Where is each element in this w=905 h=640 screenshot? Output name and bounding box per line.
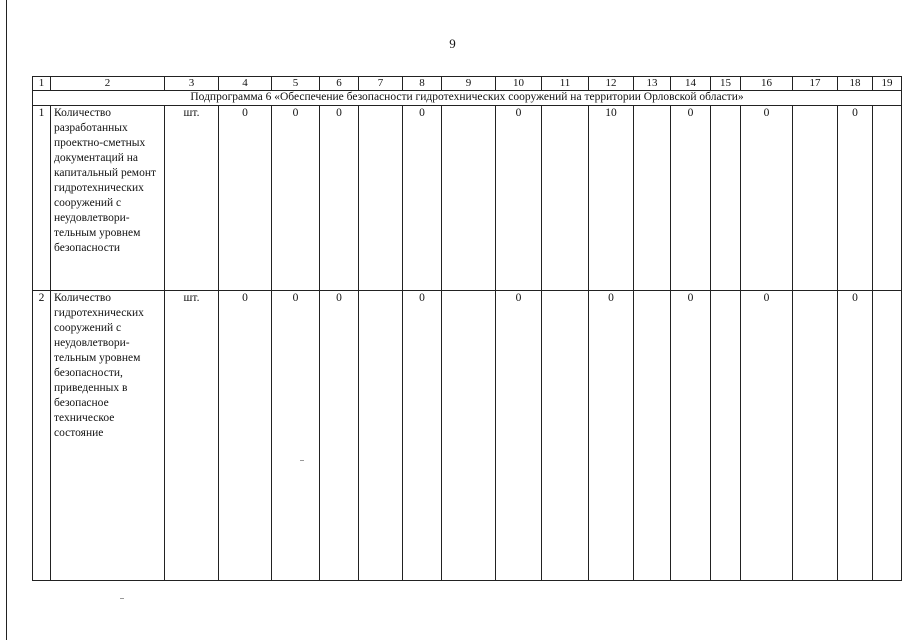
value-cell: 0 xyxy=(496,291,542,581)
value-cell: 0 xyxy=(671,106,711,291)
value-cell: 0 xyxy=(219,291,272,581)
row-number: 2 xyxy=(33,291,51,581)
column-header: 9 xyxy=(442,77,496,91)
value-cell xyxy=(793,106,838,291)
value-cell xyxy=(359,291,403,581)
value-cell: 0 xyxy=(671,291,711,581)
value-cell: 0 xyxy=(838,106,873,291)
value-cell: 0 xyxy=(741,106,793,291)
column-header: 12 xyxy=(589,77,634,91)
left-margin-line xyxy=(6,0,7,640)
column-header: 18 xyxy=(838,77,873,91)
value-cell xyxy=(442,106,496,291)
value-cell: 0 xyxy=(219,106,272,291)
value-cell: 0 xyxy=(741,291,793,581)
column-header: 19 xyxy=(873,77,902,91)
indicator-name: Количество разработанных проектно-сметных документаций на капитальный ремонт гидротехнических сооружений с неудовлетвори-тельным уровнем безопасности xyxy=(51,106,165,291)
value-cell: 0 xyxy=(838,291,873,581)
value-cell xyxy=(873,291,902,581)
column-header: 14 xyxy=(671,77,711,91)
column-header: 17 xyxy=(793,77,838,91)
value-cell: 10 xyxy=(589,106,634,291)
column-number-row xyxy=(33,77,902,91)
value-cell xyxy=(793,291,838,581)
column-header: 1 xyxy=(33,77,51,91)
scan-speck xyxy=(300,460,304,461)
column-header: 11 xyxy=(542,77,589,91)
column-header: 5 xyxy=(272,77,320,91)
value-cell xyxy=(634,106,671,291)
column-header: 4 xyxy=(219,77,272,91)
column-header: 8 xyxy=(403,77,442,91)
table-row xyxy=(33,106,902,291)
value-cell xyxy=(711,291,741,581)
column-header: 13 xyxy=(634,77,671,91)
indicators-table xyxy=(32,76,902,581)
unit-cell: шт. xyxy=(165,291,219,581)
row-number: 1 xyxy=(33,106,51,291)
unit-cell: шт. xyxy=(165,106,219,291)
value-cell: 0 xyxy=(272,106,320,291)
column-header: 15 xyxy=(711,77,741,91)
value-cell: 0 xyxy=(589,291,634,581)
column-header: 2 xyxy=(51,77,165,91)
column-header: 3 xyxy=(165,77,219,91)
indicator-name: Количество гидротехнических сооружений с неудовлетвори-тельным уровнем безопасности, приведенных в безопасное техническое состояние xyxy=(51,291,165,581)
scan-speck xyxy=(120,598,124,599)
value-cell xyxy=(442,291,496,581)
value-cell xyxy=(359,106,403,291)
value-cell: 0 xyxy=(496,106,542,291)
value-cell: 0 xyxy=(272,291,320,581)
column-header: 6 xyxy=(320,77,359,91)
column-header: 10 xyxy=(496,77,542,91)
column-header: 16 xyxy=(741,77,793,91)
value-cell xyxy=(542,106,589,291)
page-number: 9 xyxy=(449,36,456,51)
column-header: 7 xyxy=(359,77,403,91)
value-cell xyxy=(634,291,671,581)
value-cell: 0 xyxy=(403,291,442,581)
subprogram-row xyxy=(33,91,902,106)
value-cell xyxy=(711,106,741,291)
value-cell xyxy=(873,106,902,291)
subprogram-title: Подпрограмма 6 «Обеспечение безопасности гидротехнических сооружений на территории Орловской области» xyxy=(33,91,902,106)
value-cell: 0 xyxy=(403,106,442,291)
value-cell: 0 xyxy=(320,291,359,581)
table-row xyxy=(33,291,902,581)
value-cell: 0 xyxy=(320,106,359,291)
value-cell xyxy=(542,291,589,581)
